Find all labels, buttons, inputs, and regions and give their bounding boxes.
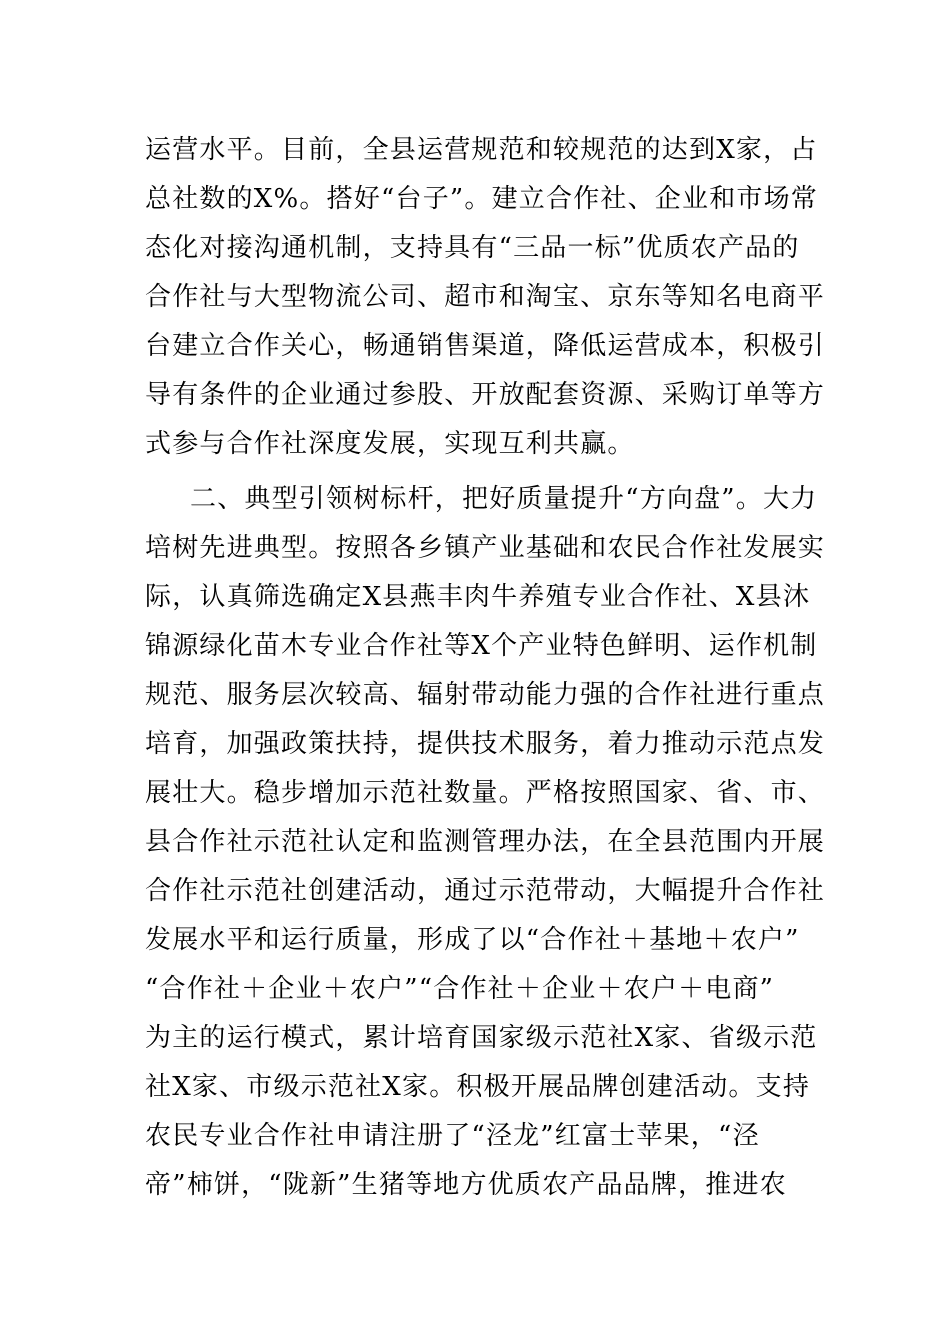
text-line: 农民专业合作社申请注册了“泾龙”红富士苹果，“泾 xyxy=(145,1121,760,1151)
text-line: 培树先进典型。按照各乡镇产业基础和农民合作社发展实 xyxy=(145,533,826,563)
text-line: “合作社＋企业＋农户”“合作社＋企业＋农户＋电商” xyxy=(145,974,775,1004)
text-line: 合作社示范社创建活动，通过示范带动，大幅提升合作社 xyxy=(145,876,826,906)
text-line: 为主的运行模式，累计培育国家级示范社X家、省级示范 xyxy=(145,1023,818,1053)
text-line: 运营水平。目前，全县运营规范和较规范的达到X家，占 xyxy=(145,135,818,165)
text-line: 台建立合作关心，畅通销售渠道，降低运营成本，积极引 xyxy=(145,331,826,361)
text-line: 培育，加强政策扶持，提供技术服务，着力推动示范点发 xyxy=(145,729,826,759)
text-line: 态化对接沟通机制，支持具有“三品一标”优质农产品的 xyxy=(145,233,800,263)
text-line: 帝”柿饼，“陇新”生猪等地方优质农产品品牌，推进农 xyxy=(145,1170,787,1200)
text-line: 导有条件的企业通过参股、开放配套资源、采购订单等方 xyxy=(145,380,826,410)
text-line: 式参与合作社深度发展，实现互利共赢。 xyxy=(145,429,635,459)
text-line: 社X家、市级示范社X家。积极开展品牌创建活动。支持 xyxy=(145,1072,811,1102)
text-line: 县合作社示范社认定和监测管理办法，在全县范围内开展 xyxy=(145,827,826,857)
text-line: 际，认真筛选确定X县燕丰肉牛养殖专业合作社、X县沐 xyxy=(145,582,811,612)
paragraph-heading-line: 二、典型引领树标杆，把好质量提升“方向盘”。大力 xyxy=(190,484,818,514)
text-line: 规范、服务层次较高、辐射带动能力强的合作社进行重点 xyxy=(145,680,826,710)
text-line: 展壮大。稳步增加示范社数量。严格按照国家、省、市、 xyxy=(145,778,826,808)
text-line: 发展水平和运行质量，形成了以“合作社＋基地＋农户” xyxy=(145,925,800,955)
text-line: 合作社与大型物流公司、超市和淘宝、京东等知名电商平 xyxy=(145,282,826,312)
text-line: 锦源绿化苗木专业合作社等X个产业特色鲜明、运作机制 xyxy=(145,631,818,661)
text-line: 总社数的X%。搭好“台子”。建立合作社、企业和市场常 xyxy=(145,184,818,214)
